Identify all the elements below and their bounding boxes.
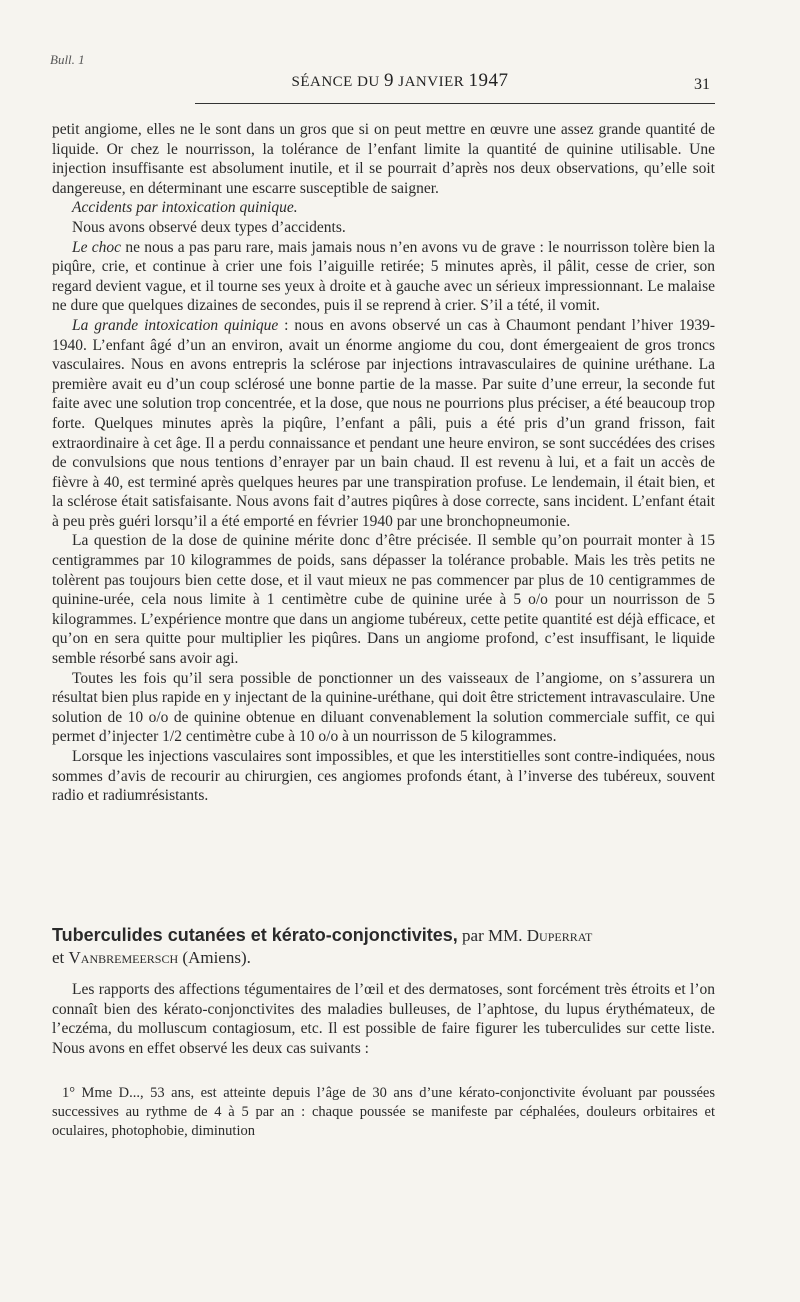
paragraph: Lorsque les injections vasculaires sont impossibles, et que les interstitielles sont contre-indiquées, nous sommes d’avis de recourir au chirurgien, ces angiomes profonds étant, à l’inverse des tubéreux, souvent radio et radiumrésistants. (52, 748, 715, 805)
section-place: (Amiens). (178, 948, 251, 967)
paragraph-lead: La grande intoxication quinique (72, 316, 279, 334)
article-body (52, 120, 715, 806)
paragraph-text: ne nous a pas paru rare, mais jamais nous n’en avons vu de grave : le nourrisson tolère bien la piqûre, crie, et continue à crier une fois l’aiguille retirée; 5 minutes après, il pâlit, cesse de crier, son regard devient vague, et il tourne ses yeux à droite et à gauche avec un sérieux impressionnant. Le malaise ne dure que quelques dizaines de secondes, puis il se reprend à crier. S’il a tété, il vomit. (52, 238, 715, 315)
section-and: et (52, 948, 69, 967)
paragraph: petit angiome, elles ne le sont dans un gros que si on peut mettre en œuvre une assez grande quantité de liquide. Or chez le nourrisson, la tolérance de l’enfant limite la quantité de quinine utilisable. Une injection insuffisante est absolument inutile, et il se pourrait d’après nos deux observations, qu’elle soit dangereuse, en déterminant une escarre susceptible de saigner. (52, 121, 715, 197)
paragraph: Toutes les fois qu’il sera possible de ponctionner un des vaisseaux de l’angiome, on s’assurera un résultat bien plus rapide en y injectant de la quinine-uréthane, qui doit être strictement intravasculaire. Une solution de 10 o/o de quinine obtenue en diluant convenablement la solution commerciale suffit, ce qui permet d’injecter 1/2 centimètre cube à 10 o/o à un nourrisson de 5 kilogrammes. (52, 669, 715, 746)
header-day: 9 (384, 70, 394, 91)
paragraph-text: : nous en avons observé un cas à Chaumont pendant l’hiver 1939-1940. L’enfant âgé d’un an environ, avait un énorme angiome du cou, dont émergeaient de gros troncs vasculaires. Nous en avons entrepris la sclérose par injections intravasculaires de quinine uréthane. La première avait eu d’un coup sclérosé une bonne partie de la masse. Par suite d’une erreur, la seconde fut faite avec une solution trop concentrée, et la dose, que nous ne pourrions plus préciser, a été beaucoup trop forte. Quelques minutes après la piqûre, l’enfant a pâli, puis a été pris d’un grand frisson, fait extraordinaire à cet âge. Il a perdu connaissance et pendant une heure environ, se sont succédées des crises de convulsions que nous tentions d’enrayer par un bain chaud. Il est revenu à lui, et a fait un accès de fièvre à 40, est terminé après quelques heures par une transpiration profuse. Le lendemain, il était bien, et la sclérose était satisfaisante. Nous avons fait d’autres piqûres à dose correcte, sans incident. L’enfant était à peu près guéri lorsqu’il a été emporté en février 1940 par une bronchopneumonie. (52, 316, 715, 530)
section-intro (52, 980, 715, 1058)
volume-note: Bull. 1 (50, 52, 85, 67)
paragraph: Les rapports des affections tégumentaires de l’œil et des dermatoses, sont forcément très étroits et l’on connaît bien des kérato-conjonctivites des maladies bulleuses, de l’aphtose, du lupus érythémateux, de l’eczéma, du molluscum contagiosum, etc. Il est possible de faire figurer les tuberculides sur cette liste. Nous avons en effet observé les deux cas suivants : (52, 981, 715, 1057)
paragraph: 1° Mme D..., 53 ans, est atteinte depuis l’âge de 30 ans d’une kérato-conjonctivite évoluant par poussées successives au rythme de 4 à 5 par an : chaque poussée se manifeste par céphalées, douleurs orbitaires et oculaires, photophobie, diminution (52, 1085, 715, 1139)
paragraph: Nous avons observé deux types d’accidents. (72, 218, 346, 236)
section-by: par MM. (457, 926, 527, 945)
author-name: Duperrat (526, 926, 593, 945)
case-report (52, 1084, 715, 1141)
header-title (0, 70, 800, 92)
header-prefix: SÉANCE DU (291, 74, 380, 90)
header-rule (195, 103, 715, 104)
section-title: Tuberculides cutanées et kérato-conjonctivites, (52, 925, 458, 945)
paragraph: La question de la dose de quinine mérite donc d’être précisée. Il semble qu’on pourrait monter à 15 centigrammes par 10 kilogrammes de poids, sans dépasser la tolérance probable. Mais les très petits ne tolèrent pas toujours bien cette dose, et il vaut mieux ne pas commencer par plus de 10 centigrammes de quinine-urée, cela nous limite à 1 centimètre cube de quinine urée à 5 o/o pour un nourrisson de 5 kilogrammes. L’expérience montre que dans un angiome tubéreux, cette petite quantité est déjà efficace, et qu’on en sera quitte pour multiplier les piqûres. Dans un angiome profond, c’est insuffisant, le liquide semble résorbé sans avoir agi. (52, 532, 715, 668)
paragraph (52, 316, 715, 532)
section-heading (52, 924, 715, 969)
paragraph-lead: Le choc (72, 238, 122, 256)
subheading: Accidents par intoxication quinique. (72, 199, 298, 217)
paragraph (52, 238, 715, 316)
header-month: JANVIER (398, 74, 465, 90)
header-year: 1947 (468, 70, 509, 91)
running-header (0, 70, 800, 100)
author-name: Vanbremeersch (68, 948, 179, 967)
page-number: 31 (694, 76, 710, 93)
